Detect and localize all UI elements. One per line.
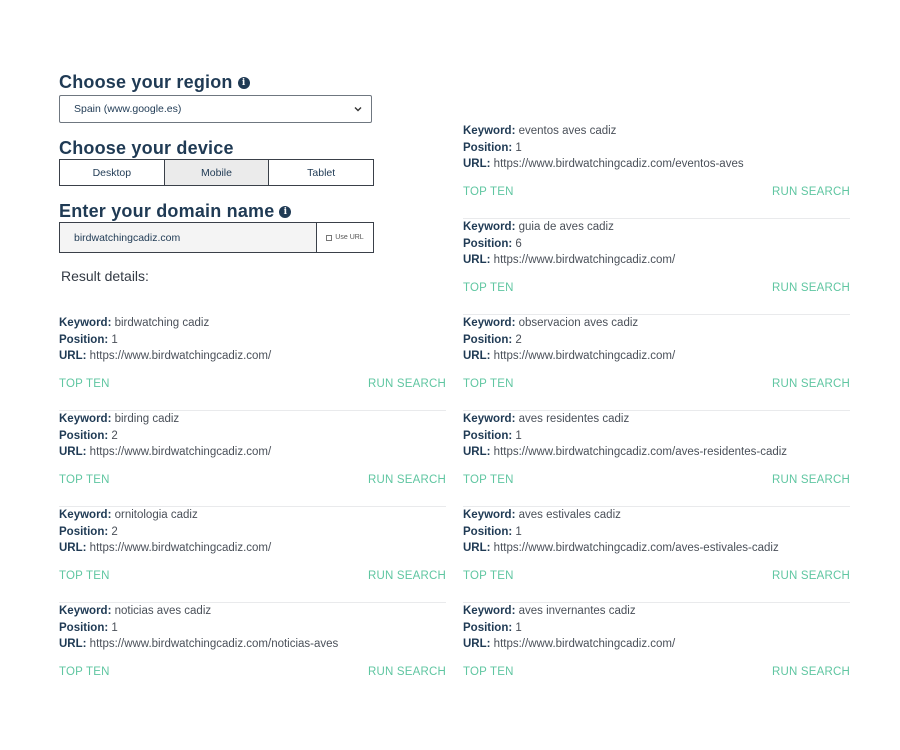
device-toggle-group: [59, 159, 374, 186]
region-heading: [59, 72, 250, 93]
result-keyword: [463, 219, 850, 236]
result-position: [463, 332, 850, 349]
result-url-value: https://www.birdwatchingcadiz.com/: [89, 350, 272, 362]
result-position-value: 2: [111, 429, 118, 442]
result-position-value: 1: [515, 141, 522, 154]
info-icon[interactable]: i: [279, 206, 291, 218]
result-position: [463, 428, 850, 445]
result-url: [463, 156, 850, 173]
top-ten-link[interactable]: TOP TEN: [463, 570, 514, 582]
result-url: [463, 540, 850, 557]
result-keyword: [463, 123, 850, 140]
use-url-toggle[interactable]: [317, 223, 373, 252]
top-ten-link[interactable]: TOP TEN: [463, 186, 514, 198]
use-url-checkbox[interactable]: [326, 235, 332, 241]
domain-heading: [59, 201, 291, 222]
result-position-label: Position:: [463, 429, 513, 442]
result-position-label: Position:: [59, 621, 109, 634]
result-card: [463, 507, 850, 603]
result-keyword-label: Keyword:: [463, 413, 516, 425]
result-url-label: URL:: [59, 350, 87, 362]
region-heading-text: Choose your region: [59, 72, 233, 92]
result-card: [59, 603, 446, 699]
result-details-title: Result details:: [61, 268, 149, 284]
result-actions: [463, 474, 850, 486]
result-url: [463, 444, 850, 461]
result-keyword-value: aves residentes cadiz: [518, 413, 630, 425]
result-position-label: Position:: [463, 237, 513, 250]
result-card: [463, 603, 850, 699]
result-position: [59, 428, 446, 445]
result-actions: [59, 570, 446, 582]
result-url-value: https://www.birdwatchingcadiz.com/: [89, 542, 272, 554]
result-position-value: 6: [515, 237, 522, 250]
result-keyword-label: Keyword:: [463, 605, 516, 617]
result-card: [463, 315, 850, 411]
result-url-label: URL:: [463, 350, 491, 362]
device-mobile-button[interactable]: Mobile: [165, 160, 270, 185]
result-keyword-value: noticias aves cadiz: [114, 605, 212, 617]
result-position-label: Position:: [463, 141, 513, 154]
result-url-value: https://www.birdwatchingcadiz.com/: [493, 638, 676, 650]
result-position-value: 2: [515, 333, 522, 346]
device-desktop-button[interactable]: Desktop: [60, 160, 165, 185]
result-keyword-value: observacion aves cadiz: [518, 317, 639, 329]
run-search-link[interactable]: RUN SEARCH: [771, 186, 850, 198]
result-url-value: https://www.birdwatchingcadiz.com/: [493, 254, 676, 266]
region-select-value: Spain (www.google.es): [74, 103, 182, 115]
result-url: [59, 444, 446, 461]
run-search-link[interactable]: RUN SEARCH: [771, 570, 850, 582]
run-search-link[interactable]: RUN SEARCH: [771, 474, 850, 486]
result-url-label: URL:: [59, 638, 87, 650]
result-keyword-value: ornitologia cadiz: [114, 509, 198, 521]
result-url-label: URL:: [463, 446, 491, 458]
result-actions: [463, 570, 850, 582]
use-url-label: Use URL: [335, 234, 364, 241]
result-card: [59, 411, 446, 507]
result-actions: [59, 666, 446, 678]
result-url: [59, 636, 446, 653]
result-keyword: [59, 411, 446, 428]
result-position-label: Position:: [463, 333, 513, 346]
result-card: [59, 507, 446, 603]
result-keyword-label: Keyword:: [463, 317, 516, 329]
result-keyword-label: Keyword:: [59, 605, 112, 617]
top-ten-link[interactable]: TOP TEN: [59, 666, 110, 678]
top-ten-link[interactable]: TOP TEN: [463, 282, 514, 294]
run-search-link[interactable]: RUN SEARCH: [367, 570, 446, 582]
result-position-value: 1: [515, 429, 522, 442]
result-keyword-label: Keyword:: [463, 125, 516, 137]
result-actions: [59, 474, 446, 486]
result-keyword-label: Keyword:: [59, 413, 112, 425]
result-keyword-value: guia de aves cadiz: [518, 221, 614, 233]
result-position: [463, 236, 850, 253]
top-ten-link[interactable]: TOP TEN: [59, 474, 110, 486]
result-url: [463, 636, 850, 653]
result-keyword-value: eventos aves cadiz: [518, 125, 617, 137]
result-actions: [463, 378, 850, 390]
result-actions: [59, 378, 446, 390]
result-keyword-label: Keyword:: [59, 509, 112, 521]
result-keyword: [59, 315, 446, 332]
top-ten-link[interactable]: TOP TEN: [59, 570, 110, 582]
chevron-down-icon: [353, 104, 363, 114]
result-position-value: 1: [111, 621, 118, 634]
result-keyword: [463, 411, 850, 428]
result-url: [59, 348, 446, 365]
info-icon[interactable]: i: [238, 77, 250, 89]
result-keyword-value: birdwatching cadiz: [114, 317, 210, 329]
result-position: [463, 140, 850, 157]
domain-field-group: [59, 222, 374, 253]
result-position-label: Position:: [59, 525, 109, 538]
device-tablet-button[interactable]: Tablet: [269, 160, 373, 185]
result-actions: [463, 666, 850, 678]
result-position: [463, 620, 850, 637]
result-keyword-label: Keyword:: [59, 317, 112, 329]
result-url: [59, 540, 446, 557]
result-position-value: 1: [111, 333, 118, 346]
result-position: [59, 620, 446, 637]
top-ten-link[interactable]: TOP TEN: [463, 378, 514, 390]
result-url-value: https://www.birdwatchingcadiz.com/: [493, 350, 676, 362]
region-select[interactable]: [59, 95, 372, 123]
top-ten-link[interactable]: TOP TEN: [59, 378, 110, 390]
result-keyword-label: Keyword:: [463, 509, 516, 521]
result-url: [463, 348, 850, 365]
result-position-value: 1: [515, 621, 522, 634]
result-keyword: [463, 315, 850, 332]
result-position: [59, 524, 446, 541]
result-url-value: https://www.birdwatchingcadiz.com/eventos-aves: [493, 158, 744, 170]
result-card: [463, 219, 850, 315]
result-keyword: [463, 603, 850, 620]
device-heading-text: Choose your device: [59, 138, 234, 158]
result-position-label: Position:: [59, 429, 109, 442]
run-search-link[interactable]: RUN SEARCH: [367, 666, 446, 678]
result-url-label: URL:: [59, 542, 87, 554]
result-keyword: [59, 603, 446, 620]
result-card: [59, 315, 446, 411]
result-card: [463, 411, 850, 507]
result-url-label: URL:: [463, 254, 491, 266]
device-heading: [59, 138, 234, 159]
top-ten-link[interactable]: TOP TEN: [463, 474, 514, 486]
result-url-value: https://www.birdwatchingcadiz.com/: [89, 446, 272, 458]
run-search-link[interactable]: RUN SEARCH: [771, 378, 850, 390]
result-card: [463, 123, 850, 219]
result-keyword-value: aves estivales cadiz: [518, 509, 621, 521]
result-actions: [463, 186, 850, 198]
domain-input[interactable]: birdwatchingcadiz.com: [60, 223, 317, 252]
run-search-link[interactable]: RUN SEARCH: [367, 474, 446, 486]
result-url-label: URL:: [463, 638, 491, 650]
result-keyword-value: birding cadiz: [114, 413, 180, 425]
result-keyword: [463, 507, 850, 524]
result-position-label: Position:: [59, 333, 109, 346]
result-position-label: Position:: [463, 525, 513, 538]
result-url-value: https://www.birdwatchingcadiz.com/aves-residentes-cadiz: [493, 446, 788, 458]
result-url-value: https://www.birdwatchingcadiz.com/aves-estivales-cadiz: [493, 542, 779, 554]
result-url-label: URL:: [463, 542, 491, 554]
result-position-value: 1: [515, 525, 522, 538]
result-keyword-label: Keyword:: [463, 221, 516, 233]
result-position-label: Position:: [463, 621, 513, 634]
result-url: [463, 252, 850, 269]
result-position: [463, 524, 850, 541]
result-actions: [463, 282, 850, 294]
result-keyword: [59, 507, 446, 524]
top-ten-link[interactable]: TOP TEN: [463, 666, 514, 678]
domain-heading-text: Enter your domain name: [59, 201, 275, 221]
result-position-value: 2: [111, 525, 118, 538]
result-url-value: https://www.birdwatchingcadiz.com/noticias-aves: [89, 638, 339, 650]
run-search-link[interactable]: RUN SEARCH: [367, 378, 446, 390]
result-url-label: URL:: [463, 158, 491, 170]
result-position: [59, 332, 446, 349]
run-search-link[interactable]: RUN SEARCH: [771, 282, 850, 294]
result-url-label: URL:: [59, 446, 87, 458]
result-keyword-value: aves invernantes cadiz: [518, 605, 636, 617]
run-search-link[interactable]: RUN SEARCH: [771, 666, 850, 678]
